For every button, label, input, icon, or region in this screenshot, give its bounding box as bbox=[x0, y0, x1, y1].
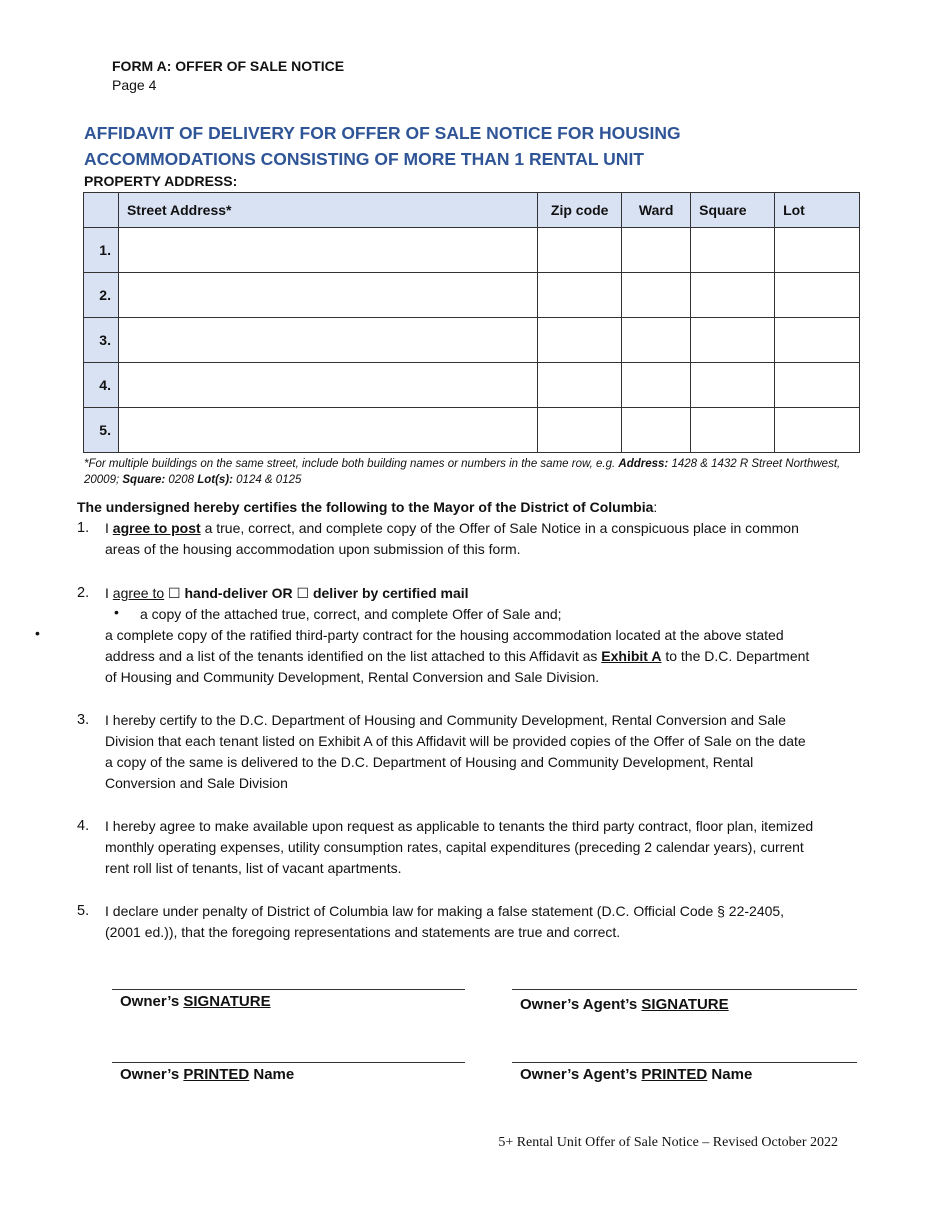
table-header-row bbox=[84, 193, 860, 228]
item-number: 1. bbox=[77, 520, 90, 536]
street-address-cell[interactable] bbox=[118, 363, 537, 408]
form-label: FORM A: OFFER OF SALE NOTICE bbox=[112, 58, 345, 74]
agent-printed-name-line[interactable] bbox=[512, 1062, 857, 1063]
row-number: 1. bbox=[84, 228, 119, 273]
item-text: I hereby certify to the D.C. Department of Housing and Community Development, Rental Conversion and Sale Division that each tenant listed on Exhibit A of this Affidavit will be provided copies of the Offer of Sale on the date a copy of the same is delivered to the D.C. Department of Housing and Community Development, Rental Conversion and Sale Division bbox=[105, 712, 806, 791]
table-row bbox=[84, 273, 860, 318]
ward-cell[interactable] bbox=[622, 273, 691, 318]
delivery-options[interactable]: ☐ hand-deliver OR ☐ deliver by certified mail bbox=[164, 585, 469, 601]
lot-cell[interactable] bbox=[775, 273, 860, 318]
affidavit-title: AFFIDAVIT OF DELIVERY FOR OFFER OF SALE NOTICE FOR HOUSING ACCOMMODATIONS CONSISTING OF MORE THAN 1 RENTAL UNIT bbox=[84, 123, 681, 169]
property-address-table bbox=[83, 192, 860, 453]
col-header-square: Square bbox=[691, 193, 775, 228]
ward-cell[interactable] bbox=[622, 228, 691, 273]
owner-printed-name-line[interactable] bbox=[112, 1062, 465, 1063]
zip-code-cell[interactable] bbox=[538, 408, 622, 453]
square-cell[interactable] bbox=[691, 408, 775, 453]
row-number: 2. bbox=[84, 273, 119, 318]
lot-cell[interactable] bbox=[775, 363, 860, 408]
table-row bbox=[84, 408, 860, 453]
item-text: I agree to ☐ hand-deliver OR ☐ deliver by certified mail bbox=[105, 585, 469, 601]
lot-cell[interactable] bbox=[775, 318, 860, 363]
agent-signature-line[interactable] bbox=[512, 989, 857, 990]
address-footnote: *For multiple buildings on the same street, include both building names or numbers in the same row, e.g. Address: 1428 & 1432 R Street Northwest, 20009; Square: 0208 Lot(s): 0124 & 0125 bbox=[84, 458, 841, 486]
row-number: 3. bbox=[84, 318, 119, 363]
item-number: 2. bbox=[77, 585, 90, 601]
bullet: • bbox=[114, 604, 119, 620]
row-number: 4. bbox=[84, 363, 119, 408]
ward-cell[interactable] bbox=[622, 318, 691, 363]
street-address-cell[interactable] bbox=[118, 273, 537, 318]
list-item bbox=[77, 518, 817, 560]
item-text: I hereby agree to make available upon request as applicable to tenants the third party contract, floor plan, itemized monthly operating expenses, utility consumption rates, capital expenditures (preceding 2 calendar years), current rent roll list of tenants, list of vacant apartments. bbox=[105, 818, 814, 876]
list-item bbox=[77, 583, 817, 604]
list-item bbox=[77, 710, 817, 794]
col-header-lot: Lot bbox=[775, 193, 860, 228]
sub-item-text: a copy of the attached true, correct, and complete Offer of Sale and; bbox=[140, 606, 562, 622]
agent-printed-name-label: Owner’s Agent’s PRINTED Name bbox=[520, 1066, 753, 1083]
sub-item-text: a complete copy of the ratified third-party contract for the housing accommodation located at the above stated address and a list of the tenants identified on the list attached to this Affidavit as Exhibit A to the D.C. Department of Housing and Community Development, Rental Conversion and Sale Division. bbox=[105, 627, 810, 685]
table-row bbox=[84, 318, 860, 363]
ward-cell[interactable] bbox=[622, 363, 691, 408]
street-address-cell[interactable] bbox=[118, 228, 537, 273]
property-address-label: PROPERTY ADDRESS: bbox=[84, 173, 238, 189]
square-cell[interactable] bbox=[691, 228, 775, 273]
zip-code-cell[interactable] bbox=[538, 273, 622, 318]
square-cell[interactable] bbox=[691, 318, 775, 363]
list-item bbox=[77, 816, 817, 879]
col-header-ward: Ward bbox=[622, 193, 691, 228]
table-row bbox=[84, 363, 860, 408]
square-cell[interactable] bbox=[691, 273, 775, 318]
street-address-cell[interactable] bbox=[118, 318, 537, 363]
owner-printed-name-label: Owner’s PRINTED Name bbox=[120, 1066, 295, 1083]
street-address-cell[interactable] bbox=[118, 408, 537, 453]
zip-code-cell[interactable] bbox=[538, 318, 622, 363]
zip-code-cell[interactable] bbox=[538, 363, 622, 408]
owner-signature-line[interactable] bbox=[112, 989, 465, 990]
item-text: I declare under penalty of District of Columbia law for making a false statement (D.C. Official Code § 22-2405, (2001 ed.)), that the foregoing representations and statements are true and correct. bbox=[105, 903, 785, 940]
bullet: • bbox=[35, 625, 40, 641]
list-item bbox=[77, 901, 817, 943]
square-cell[interactable] bbox=[691, 363, 775, 408]
item-number: 5. bbox=[77, 903, 90, 919]
table-row bbox=[84, 228, 860, 273]
lot-cell[interactable] bbox=[775, 408, 860, 453]
row-number: 5. bbox=[84, 408, 119, 453]
item-number: 4. bbox=[77, 818, 90, 834]
agent-signature-label: Owner’s Agent’s SIGNATURE bbox=[520, 996, 729, 1013]
col-header-street: Street Address* bbox=[118, 193, 537, 228]
item-number: 3. bbox=[77, 712, 90, 728]
certification-heading: The undersigned hereby certifies the following to the Mayor of the District of Columbia: bbox=[77, 499, 658, 515]
page-label: Page 4 bbox=[112, 77, 157, 93]
zip-code-cell[interactable] bbox=[538, 228, 622, 273]
owner-signature-label: Owner’s SIGNATURE bbox=[120, 993, 271, 1010]
lot-cell[interactable] bbox=[775, 228, 860, 273]
col-header-zip: Zip code bbox=[538, 193, 622, 228]
item-text: I agree to post a true, correct, and complete copy of the Offer of Sale Notice in a conspicuous place in common areas of the housing accommodation upon submission of this form. bbox=[105, 520, 799, 557]
page-footer: 5+ Rental Unit Offer of Sale Notice – Revised October 2022 bbox=[498, 1135, 838, 1150]
ward-cell[interactable] bbox=[622, 408, 691, 453]
col-header-index bbox=[84, 193, 119, 228]
